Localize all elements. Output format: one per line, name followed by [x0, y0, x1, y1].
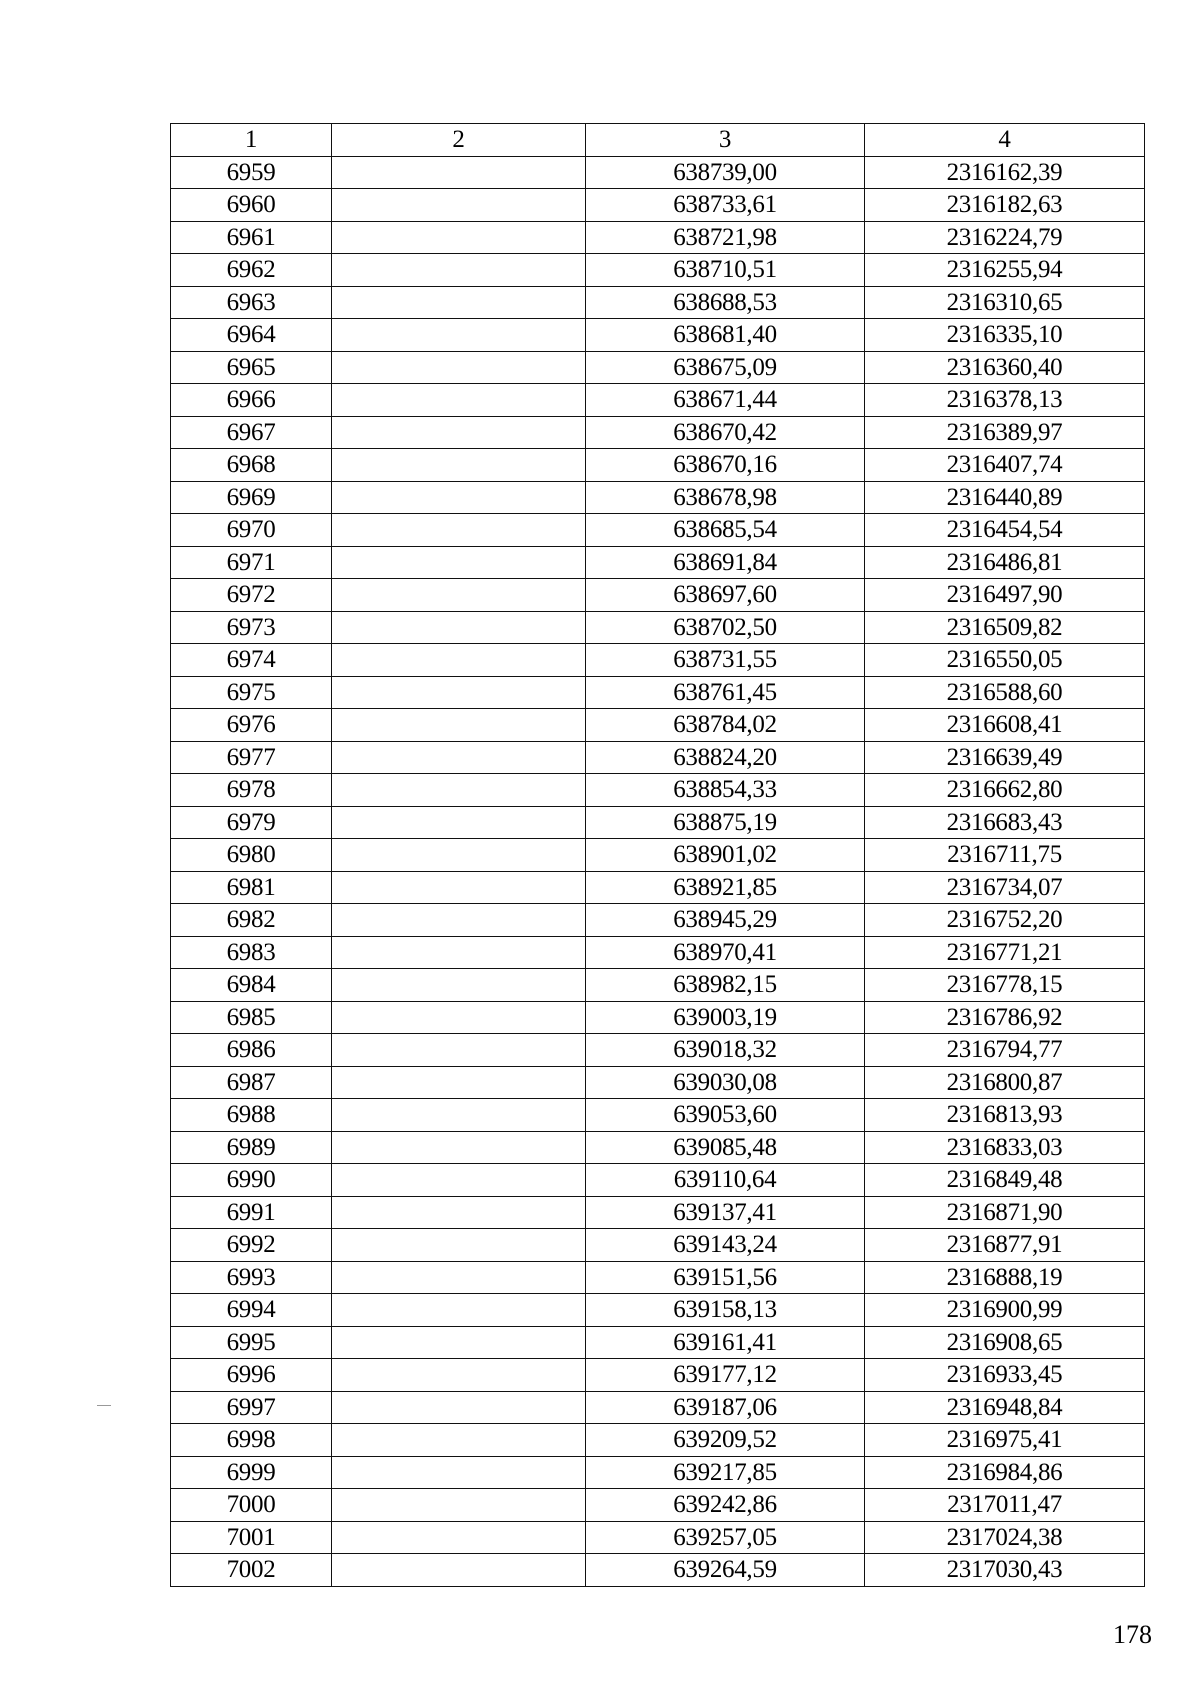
table-row [171, 1034, 1145, 1067]
description-cell [332, 514, 586, 547]
y-coordinate-cell: 2317011,47 [865, 1489, 1145, 1522]
description-cell [332, 611, 586, 644]
description-cell [332, 1424, 586, 1457]
y-coordinate-cell: 2316639,49 [865, 741, 1145, 774]
x-coordinate-cell: 639158,13 [586, 1294, 865, 1327]
point-number-cell: 6975 [171, 676, 332, 709]
point-number-cell: 6984 [171, 969, 332, 1002]
point-number-cell: 6967 [171, 416, 332, 449]
y-coordinate-cell: 2316550,05 [865, 644, 1145, 677]
point-number-cell: 6992 [171, 1229, 332, 1262]
x-coordinate-cell: 638970,41 [586, 936, 865, 969]
point-number-cell: 6993 [171, 1261, 332, 1294]
point-number-cell: 6999 [171, 1456, 332, 1489]
description-cell [332, 156, 586, 189]
table-row [171, 774, 1145, 807]
x-coordinate-cell: 639217,85 [586, 1456, 865, 1489]
description-cell [332, 1001, 586, 1034]
y-coordinate-cell: 2316752,20 [865, 904, 1145, 937]
description-cell [332, 1196, 586, 1229]
table-row [171, 481, 1145, 514]
description-cell [332, 579, 586, 612]
column-header-2: 2 [332, 124, 586, 157]
x-coordinate-cell: 639264,59 [586, 1554, 865, 1587]
y-coordinate-cell: 2316734,07 [865, 871, 1145, 904]
description-cell [332, 806, 586, 839]
x-coordinate-cell: 638901,02 [586, 839, 865, 872]
x-coordinate-cell: 639187,06 [586, 1391, 865, 1424]
x-coordinate-cell: 638721,98 [586, 221, 865, 254]
y-coordinate-cell: 2316771,21 [865, 936, 1145, 969]
table-row [171, 1391, 1145, 1424]
point-number-cell: 6985 [171, 1001, 332, 1034]
x-coordinate-cell: 639053,60 [586, 1099, 865, 1132]
column-header-4: 4 [865, 124, 1145, 157]
table-row [171, 579, 1145, 612]
y-coordinate-cell: 2316975,41 [865, 1424, 1145, 1457]
point-number-cell: 6978 [171, 774, 332, 807]
point-number-cell: 7001 [171, 1521, 332, 1554]
point-number-cell: 6973 [171, 611, 332, 644]
x-coordinate-cell: 638824,20 [586, 741, 865, 774]
x-coordinate-cell: 638945,29 [586, 904, 865, 937]
x-coordinate-cell: 638670,42 [586, 416, 865, 449]
description-cell [332, 1164, 586, 1197]
table-row [171, 1001, 1145, 1034]
table-row [171, 1521, 1145, 1554]
x-coordinate-cell: 638710,51 [586, 254, 865, 287]
scan-artifact [97, 1405, 111, 1406]
x-coordinate-cell: 638702,50 [586, 611, 865, 644]
point-number-cell: 6996 [171, 1359, 332, 1392]
column-header-3: 3 [586, 124, 865, 157]
point-number-cell: 6995 [171, 1326, 332, 1359]
table-body [171, 156, 1145, 1586]
x-coordinate-cell: 638731,55 [586, 644, 865, 677]
table-row [171, 904, 1145, 937]
description-cell [332, 936, 586, 969]
x-coordinate-cell: 638670,16 [586, 449, 865, 482]
point-number-cell: 6972 [171, 579, 332, 612]
y-coordinate-cell: 2316509,82 [865, 611, 1145, 644]
description-cell [332, 449, 586, 482]
table-row [171, 1489, 1145, 1522]
point-number-cell: 7002 [171, 1554, 332, 1587]
table-row [171, 1066, 1145, 1099]
description-cell [332, 351, 586, 384]
table-row [171, 1164, 1145, 1197]
description-cell [332, 1359, 586, 1392]
x-coordinate-cell: 639003,19 [586, 1001, 865, 1034]
y-coordinate-cell: 2316310,65 [865, 286, 1145, 319]
x-coordinate-cell: 638733,61 [586, 189, 865, 222]
x-coordinate-cell: 639030,08 [586, 1066, 865, 1099]
description-cell [332, 481, 586, 514]
y-coordinate-cell: 2316877,91 [865, 1229, 1145, 1262]
description-cell [332, 969, 586, 1002]
y-coordinate-cell: 2316389,97 [865, 416, 1145, 449]
description-cell [332, 741, 586, 774]
table-row [171, 221, 1145, 254]
description-cell [332, 1066, 586, 1099]
description-cell [332, 546, 586, 579]
x-coordinate-cell: 638854,33 [586, 774, 865, 807]
point-number-cell: 6988 [171, 1099, 332, 1132]
y-coordinate-cell: 2316486,81 [865, 546, 1145, 579]
table-row [171, 1554, 1145, 1587]
x-coordinate-cell: 638685,54 [586, 514, 865, 547]
point-number-cell: 6964 [171, 319, 332, 352]
table-row [171, 709, 1145, 742]
table-row [171, 1294, 1145, 1327]
description-cell [332, 221, 586, 254]
point-number-cell: 6959 [171, 156, 332, 189]
y-coordinate-cell: 2316255,94 [865, 254, 1145, 287]
x-coordinate-cell: 639018,32 [586, 1034, 865, 1067]
table-row [171, 1099, 1145, 1132]
x-coordinate-cell: 638784,02 [586, 709, 865, 742]
x-coordinate-cell: 639085,48 [586, 1131, 865, 1164]
table-row [171, 416, 1145, 449]
table-row [171, 611, 1145, 644]
point-number-cell: 6977 [171, 741, 332, 774]
description-cell [332, 1229, 586, 1262]
point-number-cell: 6965 [171, 351, 332, 384]
description-cell [332, 319, 586, 352]
x-coordinate-cell: 638739,00 [586, 156, 865, 189]
y-coordinate-cell: 2316948,84 [865, 1391, 1145, 1424]
y-coordinate-cell: 2316335,10 [865, 319, 1145, 352]
description-cell [332, 1099, 586, 1132]
table-row [171, 936, 1145, 969]
y-coordinate-cell: 2317030,43 [865, 1554, 1145, 1587]
table-row [171, 254, 1145, 287]
y-coordinate-cell: 2316900,99 [865, 1294, 1145, 1327]
point-number-cell: 6981 [171, 871, 332, 904]
table-row [171, 1196, 1145, 1229]
x-coordinate-cell: 639110,64 [586, 1164, 865, 1197]
y-coordinate-cell: 2317024,38 [865, 1521, 1145, 1554]
table-row [171, 969, 1145, 1002]
description-cell [332, 676, 586, 709]
description-cell [332, 709, 586, 742]
y-coordinate-cell: 2316888,19 [865, 1261, 1145, 1294]
point-number-cell: 7000 [171, 1489, 332, 1522]
description-cell [332, 1034, 586, 1067]
y-coordinate-cell: 2316908,65 [865, 1326, 1145, 1359]
point-number-cell: 6982 [171, 904, 332, 937]
table-row [171, 676, 1145, 709]
description-cell [332, 416, 586, 449]
point-number-cell: 6962 [171, 254, 332, 287]
point-number-cell: 6991 [171, 1196, 332, 1229]
table-row [171, 189, 1145, 222]
point-number-cell: 6961 [171, 221, 332, 254]
point-number-cell: 6980 [171, 839, 332, 872]
x-coordinate-cell: 638697,60 [586, 579, 865, 612]
x-coordinate-cell: 638681,40 [586, 319, 865, 352]
y-coordinate-cell: 2316162,39 [865, 156, 1145, 189]
point-number-cell: 6994 [171, 1294, 332, 1327]
y-coordinate-cell: 2316454,54 [865, 514, 1145, 547]
point-number-cell: 6997 [171, 1391, 332, 1424]
x-coordinate-cell: 638688,53 [586, 286, 865, 319]
point-number-cell: 6986 [171, 1034, 332, 1067]
table-row [171, 384, 1145, 417]
description-cell [332, 384, 586, 417]
table-row [171, 351, 1145, 384]
y-coordinate-cell: 2316794,77 [865, 1034, 1145, 1067]
point-number-cell: 6983 [171, 936, 332, 969]
x-coordinate-cell: 639151,56 [586, 1261, 865, 1294]
y-coordinate-cell: 2316711,75 [865, 839, 1145, 872]
description-cell [332, 1521, 586, 1554]
point-number-cell: 6990 [171, 1164, 332, 1197]
x-coordinate-cell: 638875,19 [586, 806, 865, 839]
table-row [171, 1261, 1145, 1294]
description-cell [332, 839, 586, 872]
point-number-cell: 6960 [171, 189, 332, 222]
description-cell [332, 286, 586, 319]
point-number-cell: 6976 [171, 709, 332, 742]
y-coordinate-cell: 2316800,87 [865, 1066, 1145, 1099]
description-cell [332, 1326, 586, 1359]
y-coordinate-cell: 2316608,41 [865, 709, 1145, 742]
point-number-cell: 6970 [171, 514, 332, 547]
description-cell [332, 1391, 586, 1424]
description-cell [332, 1261, 586, 1294]
description-cell [332, 1554, 586, 1587]
y-coordinate-cell: 2316786,92 [865, 1001, 1145, 1034]
y-coordinate-cell: 2316497,90 [865, 579, 1145, 612]
table-row [171, 871, 1145, 904]
y-coordinate-cell: 2316871,90 [865, 1196, 1145, 1229]
x-coordinate-cell: 639242,86 [586, 1489, 865, 1522]
point-number-cell: 6989 [171, 1131, 332, 1164]
description-cell [332, 1489, 586, 1522]
y-coordinate-cell: 2316662,80 [865, 774, 1145, 807]
table-row [171, 449, 1145, 482]
point-number-cell: 6987 [171, 1066, 332, 1099]
x-coordinate-cell: 638982,15 [586, 969, 865, 1002]
y-coordinate-cell: 2316224,79 [865, 221, 1145, 254]
coordinates-table [170, 123, 1145, 1587]
x-coordinate-cell: 638921,85 [586, 871, 865, 904]
y-coordinate-cell: 2316182,63 [865, 189, 1145, 222]
description-cell [332, 644, 586, 677]
page-number: 178 [1113, 1620, 1152, 1649]
table-row [171, 644, 1145, 677]
y-coordinate-cell: 2316933,45 [865, 1359, 1145, 1392]
x-coordinate-cell: 639257,05 [586, 1521, 865, 1554]
y-coordinate-cell: 2316849,48 [865, 1164, 1145, 1197]
table-row [171, 839, 1145, 872]
y-coordinate-cell: 2316778,15 [865, 969, 1145, 1002]
y-coordinate-cell: 2316683,43 [865, 806, 1145, 839]
table-header-row [171, 124, 1145, 157]
y-coordinate-cell: 2316833,03 [865, 1131, 1145, 1164]
y-coordinate-cell: 2316360,40 [865, 351, 1145, 384]
x-coordinate-cell: 638691,84 [586, 546, 865, 579]
table-row [171, 741, 1145, 774]
description-cell [332, 189, 586, 222]
x-coordinate-cell: 639161,41 [586, 1326, 865, 1359]
description-cell [332, 254, 586, 287]
table-row [171, 1326, 1145, 1359]
point-number-cell: 6966 [171, 384, 332, 417]
y-coordinate-cell: 2316378,13 [865, 384, 1145, 417]
point-number-cell: 6969 [171, 481, 332, 514]
description-cell [332, 774, 586, 807]
y-coordinate-cell: 2316813,93 [865, 1099, 1145, 1132]
description-cell [332, 1294, 586, 1327]
x-coordinate-cell: 638761,45 [586, 676, 865, 709]
description-cell [332, 1131, 586, 1164]
table-row [171, 1456, 1145, 1489]
y-coordinate-cell: 2316984,86 [865, 1456, 1145, 1489]
table-row [171, 319, 1145, 352]
column-header-1: 1 [171, 124, 332, 157]
x-coordinate-cell: 639177,12 [586, 1359, 865, 1392]
point-number-cell: 6968 [171, 449, 332, 482]
point-number-cell: 6963 [171, 286, 332, 319]
description-cell [332, 1456, 586, 1489]
y-coordinate-cell: 2316440,89 [865, 481, 1145, 514]
x-coordinate-cell: 639209,52 [586, 1424, 865, 1457]
x-coordinate-cell: 639137,41 [586, 1196, 865, 1229]
y-coordinate-cell: 2316407,74 [865, 449, 1145, 482]
point-number-cell: 6998 [171, 1424, 332, 1457]
table-row [171, 806, 1145, 839]
table-row [171, 514, 1145, 547]
table-row [171, 156, 1145, 189]
point-number-cell: 6974 [171, 644, 332, 677]
table-row [171, 1359, 1145, 1392]
table-row [171, 546, 1145, 579]
point-number-cell: 6971 [171, 546, 332, 579]
table-row [171, 286, 1145, 319]
y-coordinate-cell: 2316588,60 [865, 676, 1145, 709]
x-coordinate-cell: 638675,09 [586, 351, 865, 384]
point-number-cell: 6979 [171, 806, 332, 839]
description-cell [332, 871, 586, 904]
description-cell [332, 904, 586, 937]
x-coordinate-cell: 638678,98 [586, 481, 865, 514]
x-coordinate-cell: 639143,24 [586, 1229, 865, 1262]
table-row [171, 1229, 1145, 1262]
table-row [171, 1424, 1145, 1457]
x-coordinate-cell: 638671,44 [586, 384, 865, 417]
table-row [171, 1131, 1145, 1164]
